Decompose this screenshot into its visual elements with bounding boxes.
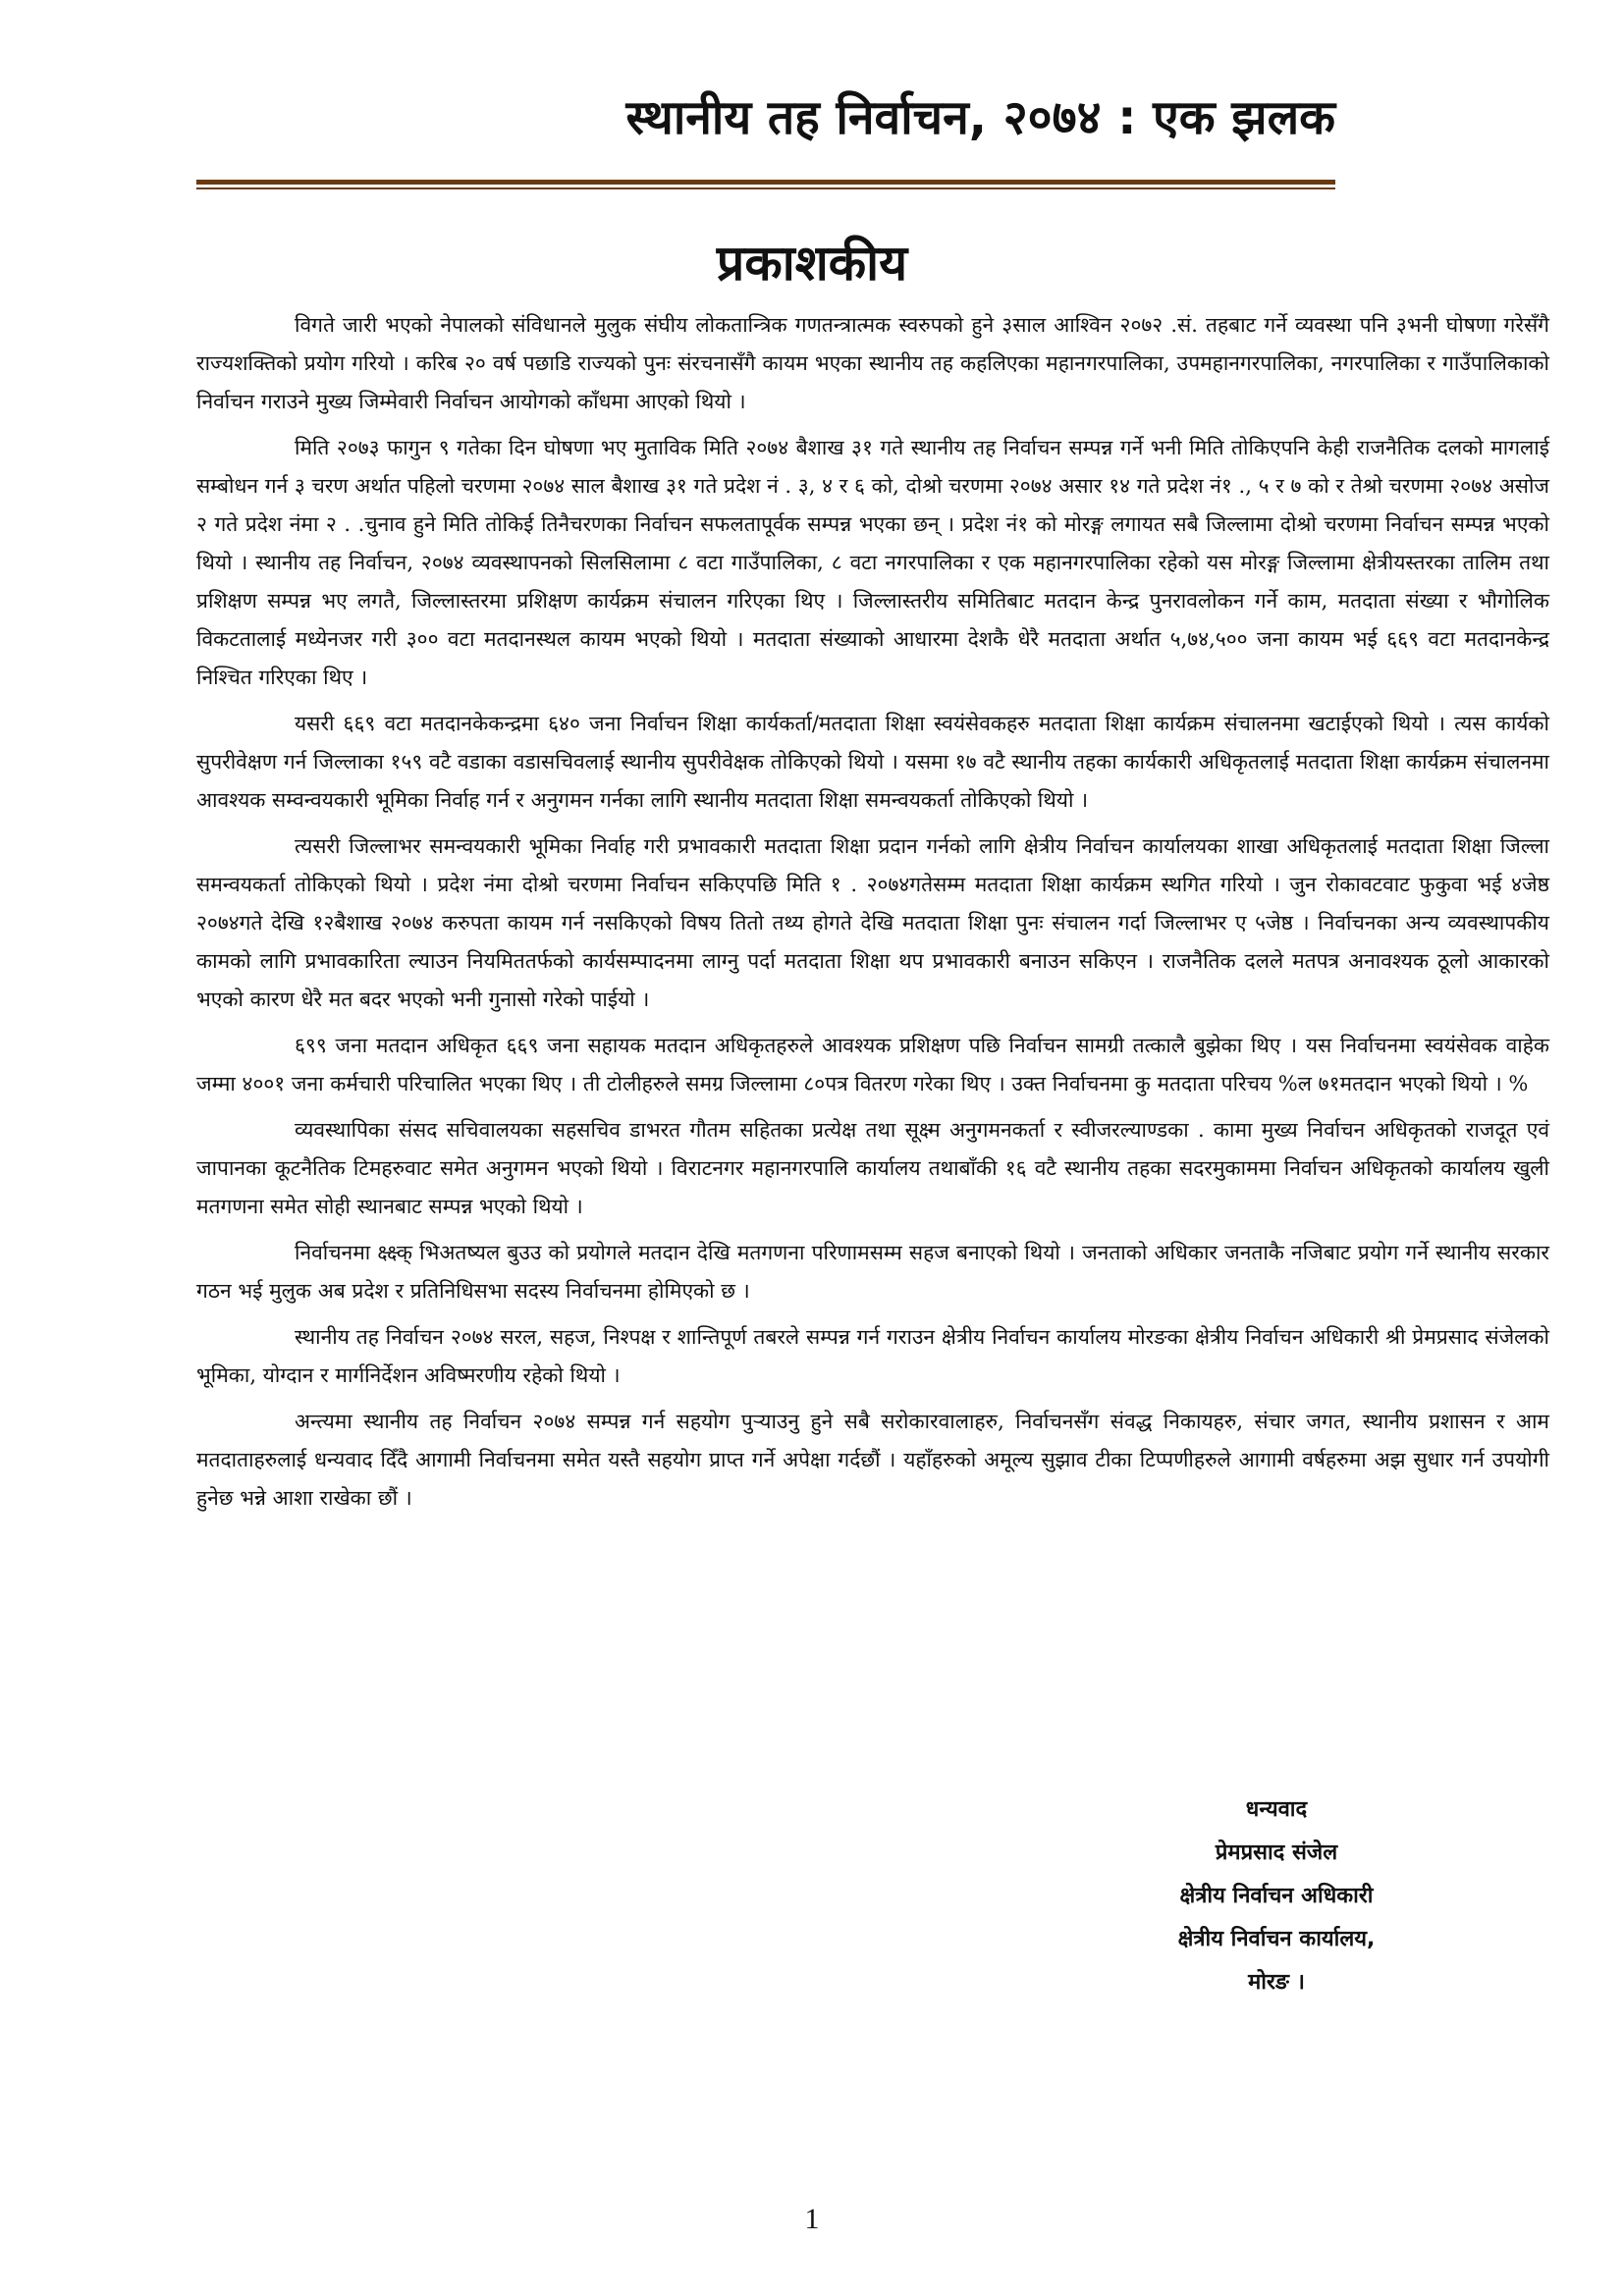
signoff-thanks: धन्यवाद bbox=[1245, 1797, 1308, 1822]
header-divider-thin bbox=[196, 187, 1335, 189]
paragraph: मिति २०७३ फागुन ९ गतेका दिन घोषणा भए मुताविक मिति २०७४ बैशाख ३१ गते स्थानीय तह निर्वाचन सम्पन्न गर्ने भनी मिति तोकिएपनि केही राजनैतिक दलको मागलाई सम्बोधन गर्न ३ चरण अर्थात पहिलो चरणमा २०७४ साल बैशाख ३१ गते प्रदेश नं . ३, ४ र ६ को, दोश्रो चरणमा २०७४ असार १४ गते प्रदेश नं१ ., ५ र ७ को र तेश्रो चरणमा २०७४ असोज २ गते प्रदेश नंमा २ . .चुनाव हुने मिति तोकिई तिनैचरणका निर्वाचन सफलतापूर्वक सम्पन्न भएका छन् । प्रदेश नं१ को मोरङ्ग लगायत सबै जिल्लामा दोश्रो चरणमा निर्वाचन सम्पन्न भएको थियो । स्थानीय तह निर्वाचन, २०७४ व्यवस्थापनको सिलसिलामा ८ वटा गाउँपालिका, ८ वटा नगरपालिका र एक महानगरपालिका रहेको यस मोरङ्ग जिल्लामा क्षेत्रीयस्तरका तालिम तथा प्रशिक्षण सम्पन्न भए लगतै, जिल्लास्तरमा प्रशिक्षण कार्यक्रम संचालन गरिएका थिए । जिल्लास्तरीय समितिबाट मतदान केन्द्र पुनरावलोकन गर्ने काम, मतदाता संख्या र भौगोलिक विकटतालाई मध्येनजर गरी ३०० वटा मतदानस्थल कायम भएको थियो । मतदाता संख्याको आधारमा देशकै धेरै मतदाता अर्थात ५,७४,५०० जना कायम भई ६६९ वटा मतदानकेन्द्र निश्चित गरिएका थिए । bbox=[196, 436, 1549, 689]
page-title: प्रकाशकीय bbox=[716, 235, 908, 292]
running-header-title: स्थानीय तह निर्वाचन, २०७४ : एक झलक bbox=[625, 90, 1335, 145]
signoff-place: मोरङ । bbox=[1248, 1970, 1305, 1995]
signature-block bbox=[1119, 1789, 1434, 2004]
signoff-designation: क्षेत्रीय निर्वाचन अधिकारी bbox=[1179, 1884, 1374, 1908]
signoff-office: क्षेत्रीय निर्वाचन कार्यालय, bbox=[1177, 1927, 1376, 1951]
paragraph: अन्त्यमा स्थानीय तह निर्वाचन २०७४ सम्पन्न गर्न सहयोग पुऱ्याउनु हुने सबै सरोकारवालाहरु, निर्वाचनसँग संवद्ध निकायहरु, संचार जगत, स्थानीय प्रशासन र आम मतदाताहरुलाई धन्यवाद दिँदै आगामी निर्वाचनमा समेत यस्तै सहयोग प्राप्त गर्ने अपेक्षा गर्दछौं । यहाँहरुको अमूल्य सुझाव टीका टिप्पणीहरुले आगामी वर्षहरुमा अझ सुधार गर्न उपयोगी हुनेछ भन्ने आशा राखेका छौं । bbox=[196, 1410, 1549, 1510]
header-divider-thick bbox=[196, 180, 1335, 185]
paragraph: व्यवस्थापिका संसद सचिवालयका सहसचिव डाभरत गौतम सहितका प्रत्येक्ष तथा सूक्ष्म अनुगमनकर्ता र स्वीजरल्याण्डका . कामा मुख्य निर्वाचन अधिकृतको राजदूत एवं जापानका कूटनैतिक टिमहरुवाट समेत अनुगमन भएको थियो । विराटनगर महानगरपालि कार्यालय तथाबाँकी १६ वटै स्थानीय तहका सदरमुकाममा निर्वाचन अधिकृतको कार्यालय खुली मतगणना समेत सोही स्थानबाट सम्पन्न भएको थियो । bbox=[196, 1118, 1549, 1218]
paragraph: विगते जारी भएको नेपालको संविधानले मुलुक संघीय लोकतान्त्रिक गणतन्त्रात्मक स्वरुपको हुने ३साल आश्विन २०७२ .सं. तहबाट गर्ने व्यवस्था पनि ३भनी घोषणा गरेसँगै राज्यशक्तिको प्रयोग गरियो । करिब २० वर्ष पछाडि राज्यको पुनः संरचनासँगै कायम भएका स्थानीय तह कहलिएका महानगरपालिका, उपमहानगरपालिका, नगरपालिका र गाउँपालिकाको निर्वाचन गराउने मुख्य जिम्मेवारी निर्वाचन आयोगको काँधमा आएको थियो । bbox=[196, 313, 1549, 413]
page-number: 1 bbox=[804, 2203, 820, 2235]
paragraph: त्यसरी जिल्लाभर समन्वयकारी भूमिका निर्वाह गरी प्रभावकारी मतदाता शिक्षा प्रदान गर्नको लागि क्षेत्रीय निर्वाचन कार्यालयका शाखा अधिकृतलाई मतदाता शिक्षा जिल्ला समन्वयकर्ता तोकिएको थियो । प्रदेश नंमा दोश्रो चरणमा निर्वाचन सकिएपछि मिति १ . २०७४गतेसम्म मतदाता शिक्षा कार्यक्रम स्थगित गरियो । जुन रोकावटवाट फुकुवा भई ४जेष्ठ २०७४गते देखि १२बैशाख २०७४ करुपता कायम गर्न नसकिएको विषय तितो तथ्य होगते देखि मतदाता शिक्षा पुनः संचालन गर्दा जिल्लाभर ए ५जेष्ठ । निर्वाचनका अन्य व्यवस्थापकीय कामको लागि प्रभावकारिता ल्याउन नियमिततर्फको कार्यसम्पादनमा लाग्नु पर्दा मतदाता शिक्षा थप प्रभावकारी बनाउन सकिएन । राजनैतिक दलले मतपत्र अनावश्यक ठूलो आकारको भएको कारण धेरै मत बदर भएको भनी गुनासो गरेको पाईयो । bbox=[196, 834, 1549, 1011]
paragraph: स्थानीय तह निर्वाचन २०७४ सरल, सहज, निश्पक्ष र शान्तिपूर्ण तबरले सम्पन्न गर्न गराउन क्षेत्रीय निर्वाचन कार्यालय मोरङका क्षेत्रीय निर्वाचन अधिकारी श्री प्रेमप्रसाद संजेलको भूमिका, योग्दान र मार्गनिर्देशन अविष्मरणीय रहेको थियो । bbox=[196, 1325, 1549, 1387]
paragraph: निर्वाचनमा क्ष्क्ष्क् भिअतष्यल बुउउ को प्रयोगले मतदान देखि मतगणना परिणामसम्म सहज बनाएको थियो । जनताको अधिकार जनताकै नजिबाट प्रयोग गर्ने स्थानीय सरकार गठन भई मुलुक अब प्रदेश र प्रतिनिधिसभा सदस्य निर्वाचनमा होमिएको छ । bbox=[196, 1241, 1549, 1303]
document-body bbox=[196, 306, 1549, 1525]
signoff-name: प्रेमप्रसाद संजेल bbox=[1215, 1841, 1338, 1865]
paragraph: ६९९ जना मतदान अधिकृत ६६९ जना सहायक मतदान अधिकृतहरुले आवश्यक प्रशिक्षण पछि निर्वाचन सामग्री तत्कालै बुझेका थिए । यस निर्वाचनमा स्वयंसेवक वाहेक जम्मा ४००१ जना कर्मचारी परिचालित भएका थिए । ती टोलीहरुले समग्र जिल्लामा ८०पत्र वितरण गरेका थिए । उक्त निर्वाचनमा कु मतदाता परिचय %ल ७१मतदान भएको थियो । % bbox=[196, 1034, 1549, 1095]
paragraph: यसरी ६६९ वटा मतदानकेकन्द्रमा ६४० जना निर्वाचन शिक्षा कार्यकर्ता/मतदाता शिक्षा स्वयंसेवकहरु मतदाता शिक्षा कार्यक्रम संचालनमा खटाईएको थियो । त्यस कार्यको सुपरीवेक्षण गर्न जिल्लाका १५९ वटै वडाका वडासचिवलाई स्थानीय सुपरीवेक्षक तोकिएको थियो । यसमा १७ वटै स्थानीय तहका कार्यकारी अधिकृतलाई मतदाता शिक्षा कार्यक्रम संचालनमा आवश्यक सम्वन्वयकारी भूमिका निर्वाह गर्न र अनुगमन गर्नका लागि स्थानीय मतदाता शिक्षा समन्वयकर्ता तोकिएको थियो । bbox=[196, 712, 1549, 812]
